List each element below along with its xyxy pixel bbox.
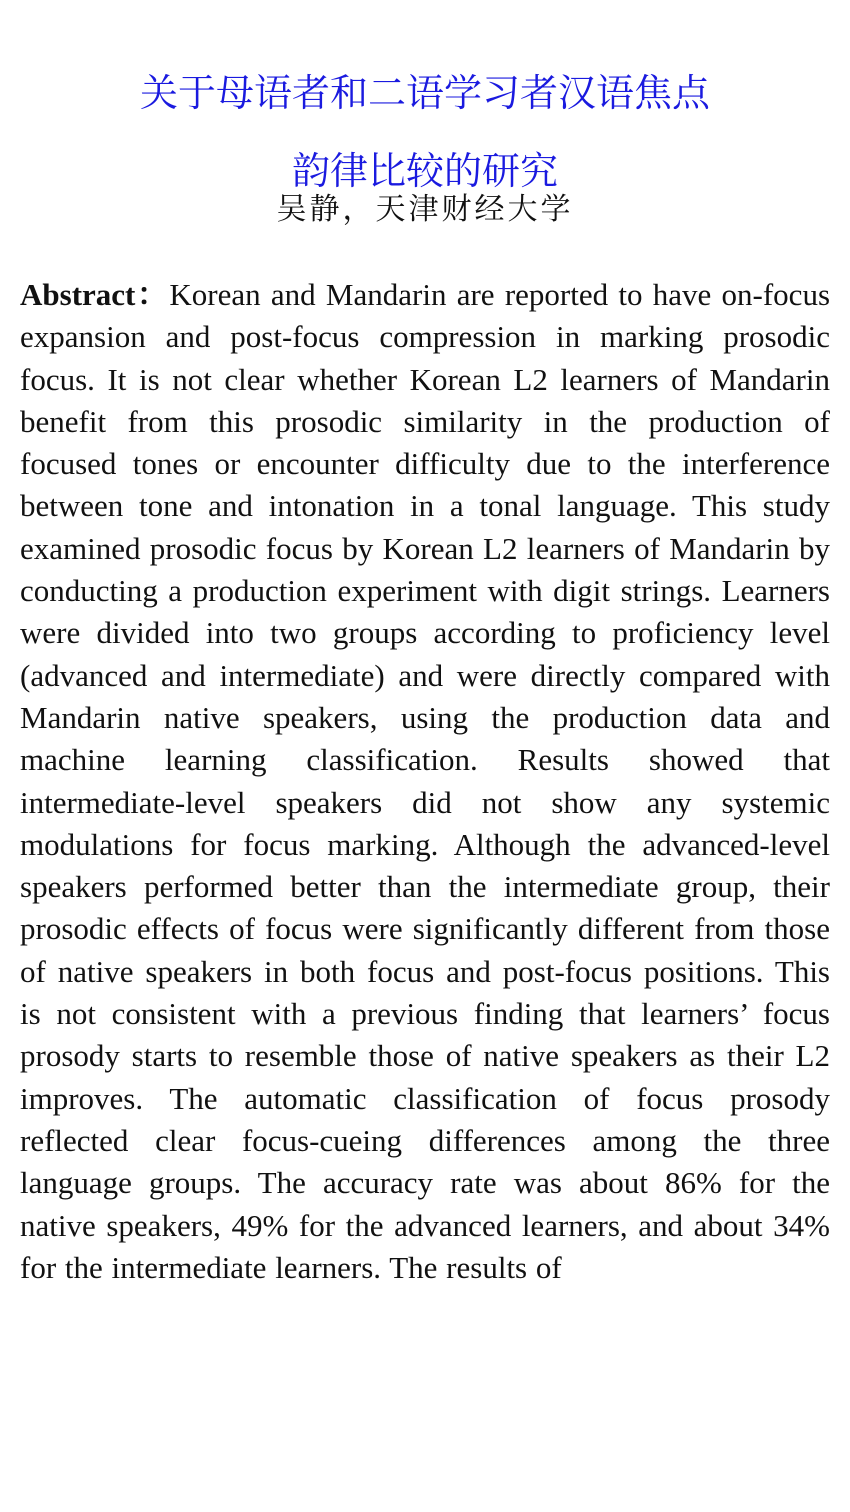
paper-title-line-1: 关于母语者和二语学习者汉语焦点 bbox=[139, 71, 710, 115]
abstract-text: Korean and Mandarin are reported to have on-focus expansion and post-focus compression in marking prosodic focus. It is not clear whether Korean L2 learners of Mandarin benefit from this prosodic similarity in the production of focused tones or encounter difficulty due to the interference between tone and intonation in a tonal language. This study examined prosodic focus by Korean L2 learners of Mandarin by conducting a production experiment with digit strings. Learners were divided into two groups according to proficiency level (advanced and intermediate) and were directly compared with Mandarin native speakers, using the production data and machine learning classification. Results showed that intermediate-level speakers did not show any systemic modulations for focus marking. Although the advanced-level speakers performed better than the intermediate group, their prosodic effects of focus were significantly different from those of native speakers in both focus and post-focus positions. This is not consistent with a previous finding that learners’ focus prosody starts to resemble those of native speakers as their L2 improves. The automatic classification of focus prosody reflected clear focus-cueing differences among the three language groups. The accuracy rate was about 86% for the native speakers, 49% for the advanced learners, and about 34% for the intermediate learners. The results of bbox=[20, 277, 831, 1285]
abstract-label: Abstract： bbox=[20, 277, 170, 312]
paper-title bbox=[20, 0, 830, 210]
abstract-paragraph bbox=[20, 274, 830, 1289]
paper-title-line-2: 韵律比较的研究 bbox=[291, 149, 558, 193]
author-affiliation: 吴静，天津财经大学 bbox=[276, 192, 574, 227]
